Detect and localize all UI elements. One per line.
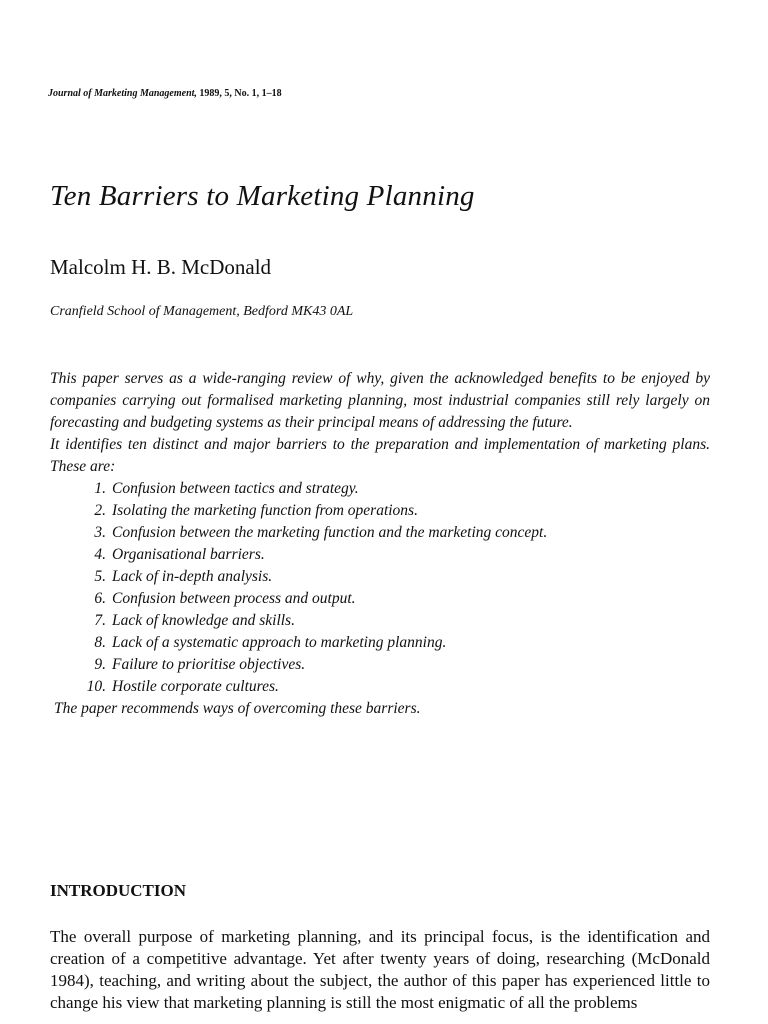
journal-name: Journal of Marketing Management, bbox=[48, 88, 197, 99]
abstract bbox=[50, 368, 710, 720]
barrier-item bbox=[50, 522, 710, 544]
barrier-number: 8. bbox=[94, 634, 106, 651]
journal-citation bbox=[48, 88, 282, 99]
paper-title: Ten Barriers to Marketing Planning bbox=[50, 180, 475, 212]
barrier-text: Lack of in-depth analysis. bbox=[112, 568, 273, 585]
barrier-item bbox=[50, 478, 710, 500]
barrier-number: 4. bbox=[94, 546, 106, 563]
barrier-number: 2. bbox=[94, 502, 106, 519]
section-heading-introduction: INTRODUCTION bbox=[50, 881, 187, 900]
barrier-item bbox=[50, 566, 710, 588]
barrier-text: Confusion between process and output. bbox=[112, 590, 356, 607]
barrier-number: 5. bbox=[94, 568, 106, 585]
barrier-number: 3. bbox=[94, 524, 106, 541]
barrier-item bbox=[50, 500, 710, 522]
author-name: Malcolm H. B. McDonald bbox=[50, 255, 272, 279]
barrier-item bbox=[50, 654, 710, 676]
barrier-number: 7. bbox=[94, 612, 106, 629]
barrier-number: 6. bbox=[94, 590, 106, 607]
barrier-item bbox=[50, 610, 710, 632]
barrier-list bbox=[50, 478, 710, 698]
barrier-item bbox=[50, 588, 710, 610]
barrier-text: Organisational barriers. bbox=[112, 546, 265, 563]
abstract-closing: The paper recommends ways of overcoming these barriers. bbox=[54, 700, 421, 717]
barrier-text: Isolating the marketing function from operations. bbox=[112, 502, 418, 519]
barrier-text: Hostile corporate cultures. bbox=[112, 678, 279, 695]
author-affiliation: Cranfield School of Management, Bedford MK43 0AL bbox=[50, 304, 354, 319]
barrier-item bbox=[50, 676, 710, 698]
barrier-text: Confusion between tactics and strategy. bbox=[112, 480, 359, 497]
abstract-paragraph-1: This paper serves as a wide-ranging review of why, given the acknowledged benefits to be enjoyed by companies carrying out formalised marketing planning, most industrial companies still rely largely on forecasting and budgeting systems as their principal means of addressing the future. bbox=[50, 370, 710, 431]
barrier-text: Failure to prioritise objectives. bbox=[112, 656, 306, 673]
introduction-text bbox=[50, 926, 710, 1014]
barrier-text: Confusion between the marketing function and the marketing concept. bbox=[112, 524, 548, 541]
barrier-text: Lack of a systematic approach to marketing planning. bbox=[112, 634, 447, 651]
barrier-item bbox=[50, 632, 710, 654]
journal-details: 1989, 5, No. 1, 1–18 bbox=[199, 88, 282, 99]
barrier-text: Lack of knowledge and skills. bbox=[112, 612, 295, 629]
barrier-number: 10. bbox=[86, 678, 106, 695]
abstract-paragraph-2: It identifies ten distinct and major barriers to the preparation and implementation of marketing plans. These are: bbox=[50, 436, 710, 475]
introduction-paragraph: The overall purpose of marketing planning, and its principal focus, is the identification and creation of a competitive advantage. Yet after twenty years of doing, researching (McDonald 1984), teaching, and writing about the subject, the author of this paper has experienced little to change his view that marketing planning is still the most enigmatic of all the problems bbox=[50, 927, 710, 1012]
barrier-number: 1. bbox=[94, 480, 106, 497]
barrier-item bbox=[50, 544, 710, 566]
barrier-number: 9. bbox=[94, 656, 106, 673]
